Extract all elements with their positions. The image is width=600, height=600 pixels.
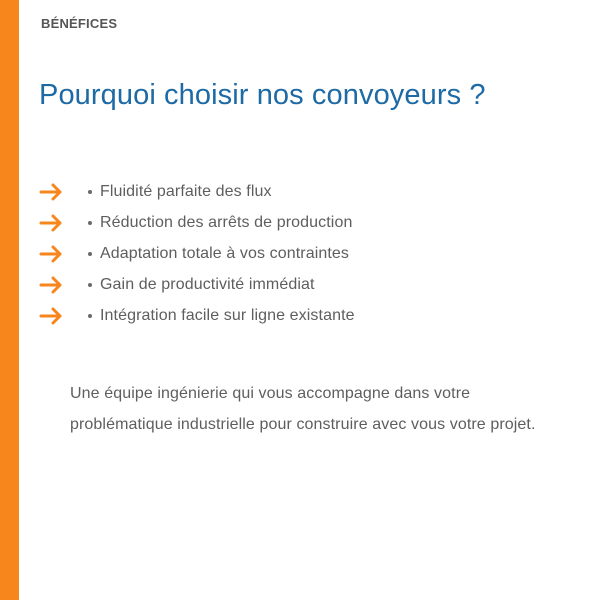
team-description: Une équipe ingénierie qui vous accompagne dans votre problématique industrielle pour construire avec vous votre projet. (70, 385, 536, 433)
arrow-right-icon (38, 180, 66, 204)
bullet-dot (88, 221, 92, 225)
benefit-item (38, 238, 355, 269)
bullet-dot (88, 314, 92, 318)
benefit-label: Gain de productivité immédiat (100, 275, 315, 293)
bullet-dot (88, 252, 92, 256)
benefit-label: Adaptation totale à vos contraintes (100, 244, 349, 262)
arrow-right-icon (38, 304, 66, 328)
page-title: Pourquoi choisir nos convoyeurs ? (39, 79, 486, 112)
arrow-right-icon (38, 273, 66, 297)
benefit-label: Réduction des arrêts de production (100, 213, 353, 231)
accent-side-bar (0, 0, 19, 600)
bullet-dot (88, 283, 92, 287)
benefit-item (38, 176, 355, 207)
benefit-item (38, 269, 355, 300)
benefits-list (38, 176, 355, 331)
section-eyebrow: BÉNÉFICES (41, 16, 118, 31)
benefit-label: Intégration facile sur ligne existante (100, 306, 355, 324)
benefit-item (38, 300, 355, 331)
arrow-right-icon (38, 242, 66, 266)
benefit-item (38, 207, 355, 238)
arrow-right-icon (38, 211, 66, 235)
bullet-dot (88, 190, 92, 194)
benefit-label: Fluidité parfaite des flux (100, 182, 272, 200)
